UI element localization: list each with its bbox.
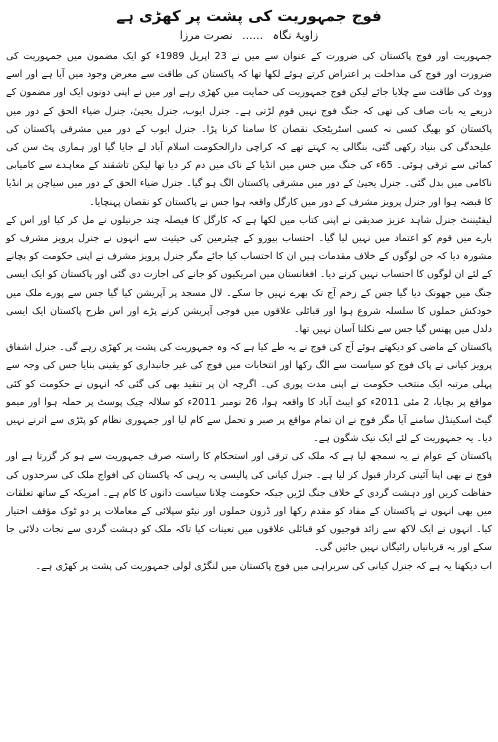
article-body	[6, 48, 492, 576]
article-paragraph: جمہوریت اور فوج پاکستان کی ضرورت کے عنوان سے میں نے 23 اپریل 1989ء کو ایک مضمون میں جمہوریت کی ضرورت اور فوج کی مداخلت پر اعتراض کرتے ہوئے لکھا تھا کہ پاکستان کی طاقت سے معرض وجود میں آیا ہے اور اسے ووٹ کی طاقت سے چلایا جائے لیکن فوج جمہوریت کی حمایت میں کھڑی رہے اور میں نے اپنی دونوں ایک اور مضمون کے ذریعے یہ بات صاف کی تھی کہ جنگ فوج نہیں قوم لڑتی ہے۔ جنرل ایوب، جنرل یحییٰ، جنرل ضیاء الحق کے دور میں پاکستان کو بھیگ کسی نہ کسی اسٹریٹجک نقصان کا سامنا کرنا پڑا۔ جنرل ایوب کے دور میں مشرقی پاکستان کی علیحدگی کی بنیاد رکھی گئی، بنگالی یہ کہتے تھے کہ کراچی دارالحکومت اسلام آباد لے جایا گیا اور ہماری پٹ سن کی کمائی سے ترقی ہوئی۔ 65ء کی جنگ میں جس میں انڈیا کے ناک میں دم کر دیا تھا لیکن تاشقند کے معاہدے سے کامیابی ناکامی میں بدل گئی۔ جنرل یحییٰ کے دور میں مشرقی پاکستان الگ ہو گیا۔ جنرل ضیاء الحق کے دور میں سیاچن پر انڈیا کا قبضہ ہوا اور جنرل پرویز مشرف کے دور میں کارگل واقعہ ہوا جس نے پاکستان کو نقصان پہنچایا۔	[6, 51, 492, 208]
article-paragraph: اب دیکھنا یہ ہے کہ جنرل کیانی کی سربراہی میں فوج پاکستان میں لنگڑی لولی جمہوریت کی پشت پر کھڑی ہے۔	[35, 560, 492, 572]
byline-separator: ......	[242, 29, 264, 42]
byline	[6, 28, 492, 44]
article-paragraph: پاکستان کے عوام نے یہ سمجھ لیا ہے کہ ملک کی ترقی اور استحکام کا راستہ صرف جمہوریت سے ہو کر گزرتا ہے اور فوج نے بھی اپنا آئینی کردار قبول کر لیا ہے۔ جنرل کیانی کی پالیسی یہ رہی کہ پاکستان کی افواج ملک کی سرحدوں کی حفاظت کریں اور دہشت گردی کے خلاف جنگ لڑیں جبکہ حکومت چلانا سیاست دانوں کا کام ہے۔ امریکہ کے ساتھ تعلقات میں بھی انہوں نے پاکستان کے مفاد کو مقدم رکھا اور ڈرون حملوں اور نیٹو سپلائی کے معاملات پر دو ٹوک مؤقف اختیار کیا۔ انہوں نے ایک لاکھ سے زائد فوجیوں کو قبائلی علاقوں میں تعینات کیا تاکہ ملک کو دہشت گردی سے نجات دلائی جا سکے اور یہ قربانیاں رائیگاں نہیں جائیں گی۔	[6, 451, 492, 554]
author-name: نصرت مرزا	[179, 29, 233, 42]
article-paragraph: لیفٹیننٹ جنرل شاہد عزیز صدیقی نے اپنی کتاب میں لکھا ہے کہ کارگل کا فیصلہ چند جرنیلوں نے مل کر کیا اور اس کے بارے میں قوم کو اعتماد میں نہیں لیا گیا۔ احتساب بیورو کے چیئرمین کی حیثیت سے انہوں نے جنرل پرویز مشرف کو مشورہ دیا کہ جن لوگوں کے خلاف مقدمات ہیں ان کا احتساب کیا جائے مگر جنرل پرویز مشرف نے اپنی حکومت کو بچانے کے لئے ان لوگوں کا احتساب نہیں کرنے دیا۔ افغانستان میں امریکیوں کو جانے کی اجازت دی گئی اور پاکستان کو ایک ایسی جنگ میں جھونک دیا گیا جس کے زخم آج تک بھرے نہیں جا سکے۔ لال مسجد پر آپریشن کیا گیا جس سے پورے ملک میں خودکش حملوں کا سلسلہ شروع ہوا اور قبائلی علاقوں میں فوجی آپریشن کرنے پڑے اور اس طرح پاکستان ایک ایسی دلدل میں پھنس گیا جس سے نکلنا آسان نہیں تھا۔	[6, 214, 492, 336]
headline: فوج جمہوریت کی پشت پر کھڑی ہے	[116, 7, 382, 25]
column-name: زاویۂ نگاہ	[272, 29, 319, 42]
article-paragraph: پاکستان کے ماضی کو دیکھتے ہوئے آج کی فوج نے یہ طے کیا ہے کہ وہ جمہوریت کی پشت پر کھڑی رہے گی۔ جنرل اشفاق پرویز کیانی نے پاک فوج کو سیاست سے الگ رکھا اور انتخابات میں فوج کی غیر جانبداری کو یقینی بنایا جس کی وجہ سے پہلی مرتبہ ایک منتخب حکومت نے اپنی مدت پوری کی۔ اگرچہ ان پر تنقید بھی کی گئی کہ انہوں نے حکومت کو کئی مواقع پر بچایا، 2 مئی 2011ء کو ایبٹ آباد کا واقعہ ہوا، 26 نومبر 2011ء کو سلالہ چیک پوسٹ پر حملہ ہوا اور میمو گیٹ اسکینڈل سامنے آیا مگر فوج نے ان تمام مواقع پر صبر و تحمل سے کام لیا اور جمہوری نظام کو پٹڑی سے اترنے نہیں دیا۔ یہ جمہوریت کے لئے ایک نیک شگون ہے۔	[6, 342, 492, 445]
